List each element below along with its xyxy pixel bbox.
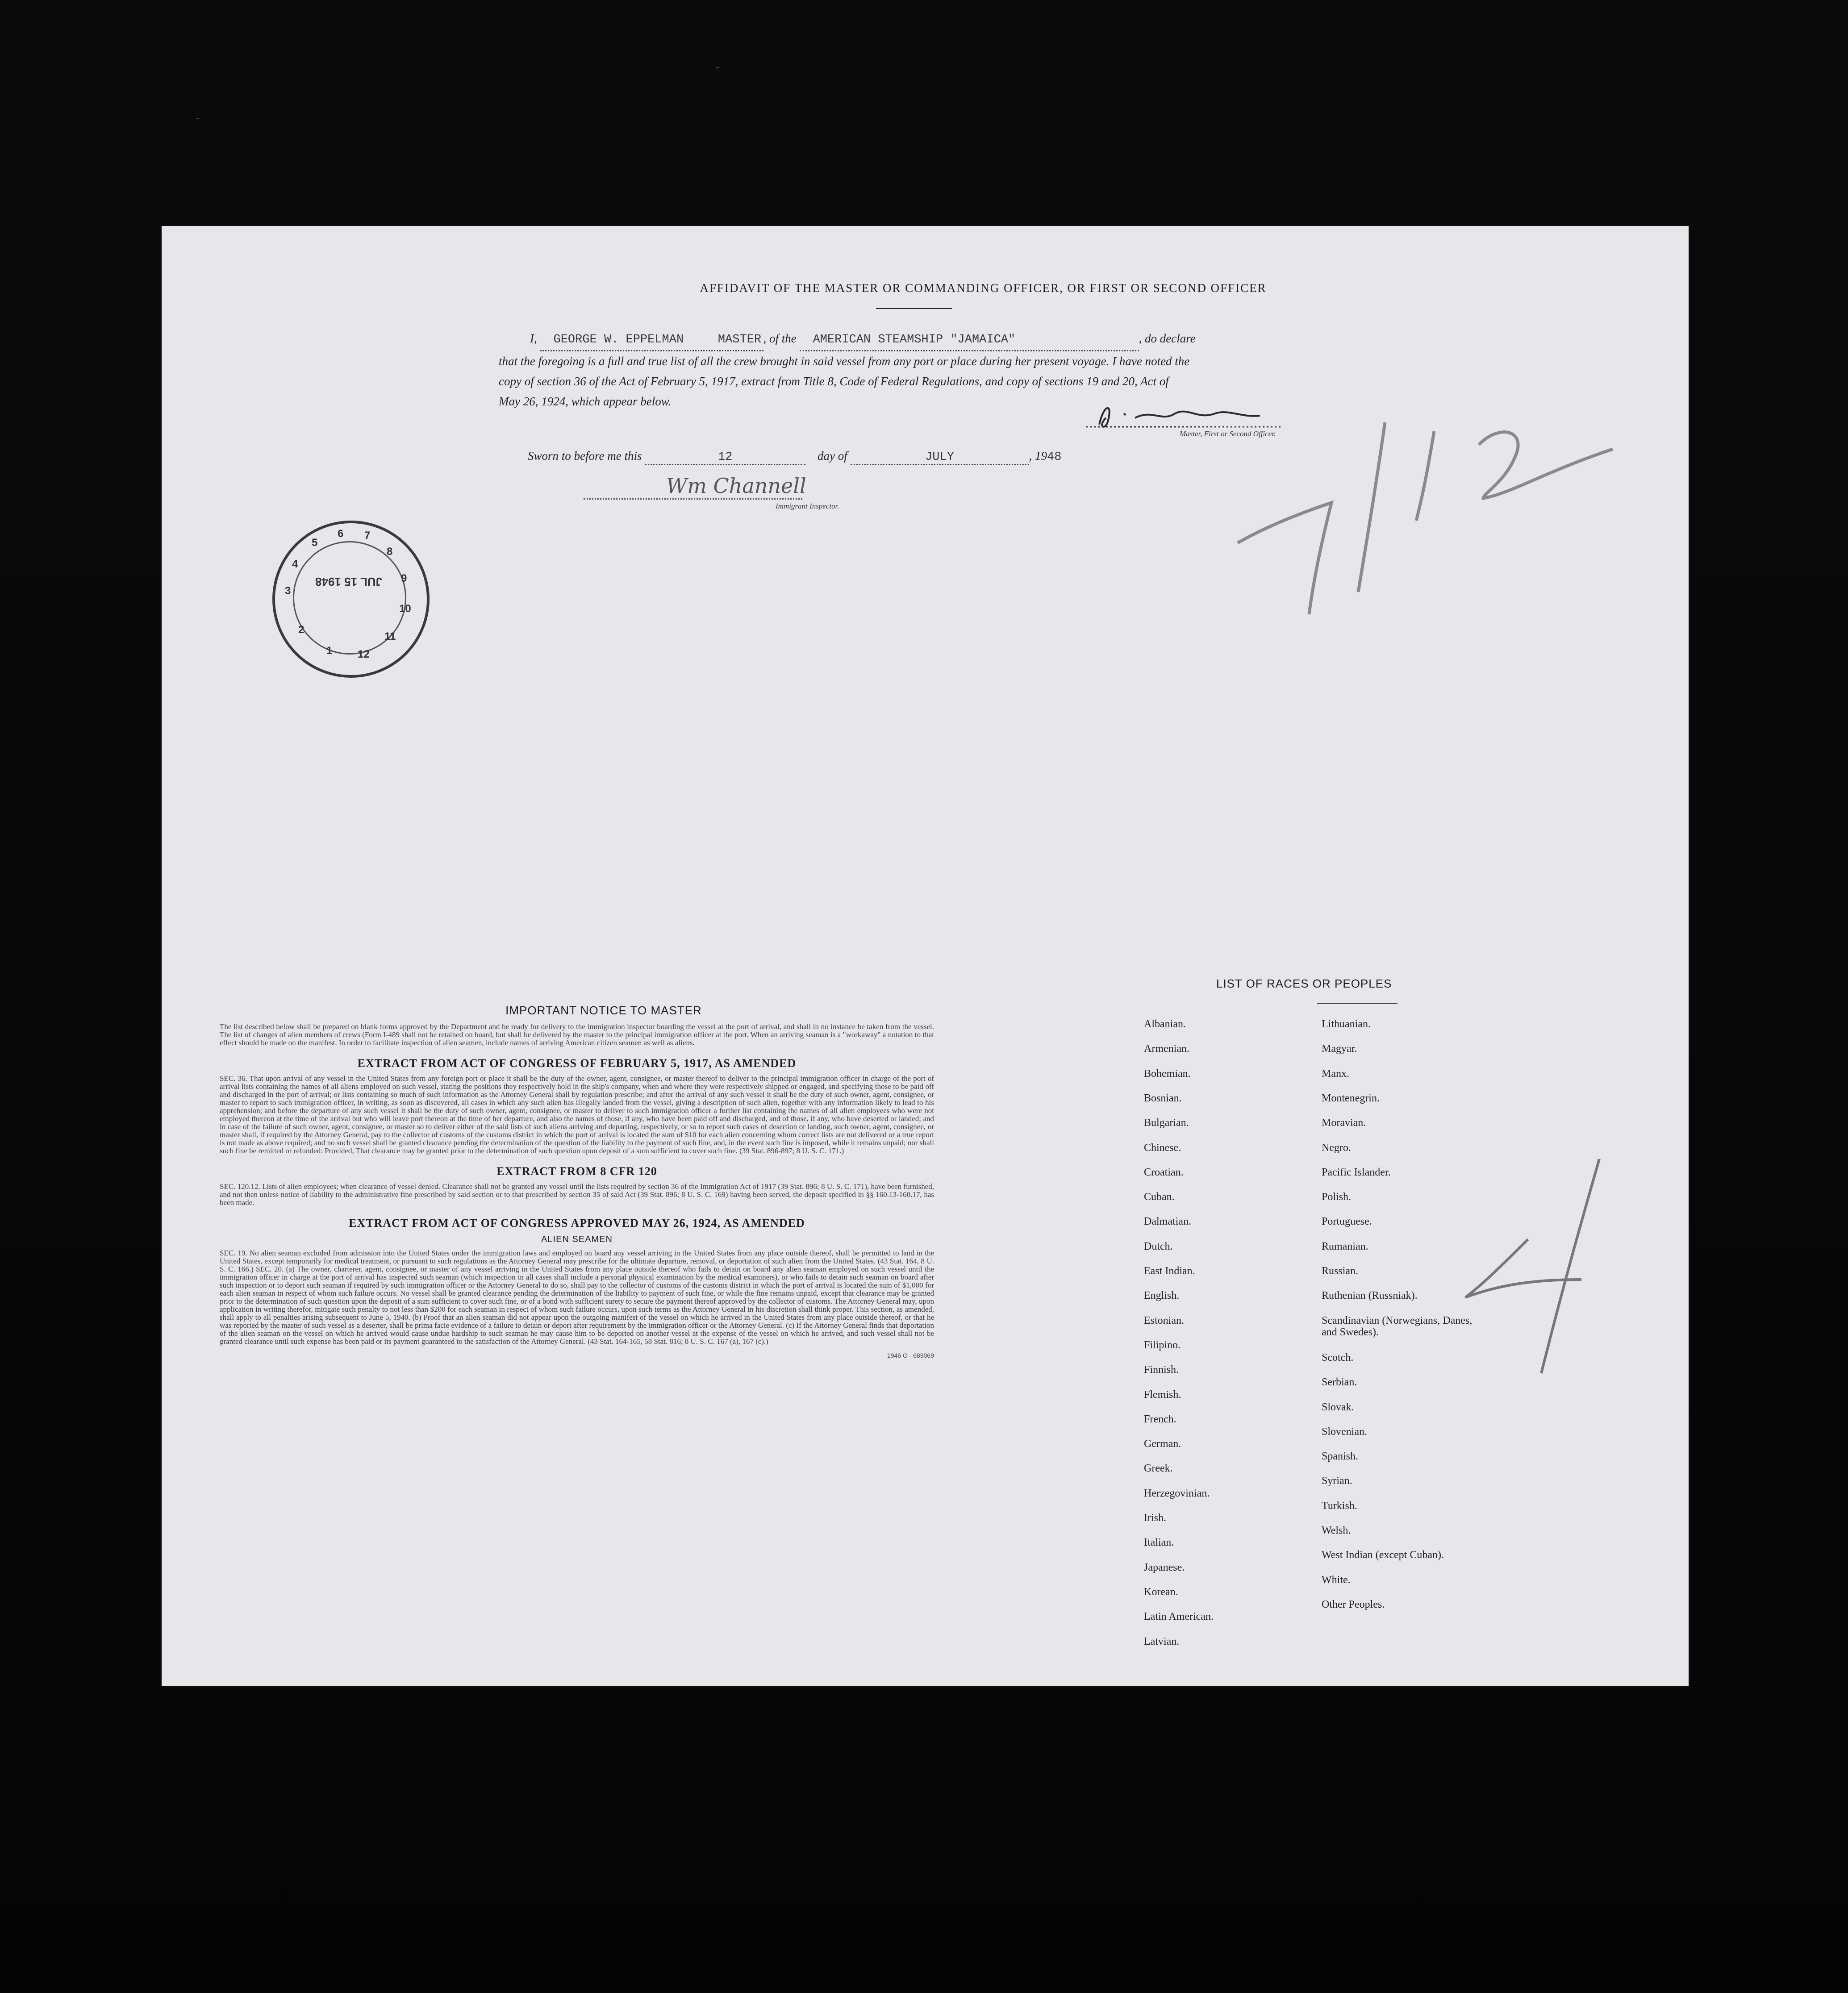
i-label: I, xyxy=(530,332,537,345)
race-item: Moravian. xyxy=(1322,1117,1366,1129)
handwritten-mark-large xyxy=(1144,404,1635,637)
race-item: Italian. xyxy=(1144,1537,1174,1549)
race-item: Bosnian. xyxy=(1144,1092,1182,1104)
race-item: Greek. xyxy=(1144,1463,1173,1475)
stamp-number: 12 xyxy=(358,648,370,660)
race-item: Montenegrin. xyxy=(1322,1092,1380,1104)
race-item: Pacific Islander. xyxy=(1322,1166,1391,1178)
race-item: Latin American. xyxy=(1144,1611,1214,1623)
alien-seamen-heading: ALIEN SEAMEN xyxy=(541,1234,613,1244)
race-item: Finnish. xyxy=(1144,1364,1179,1376)
race-item: Syrian. xyxy=(1322,1475,1352,1487)
race-item: East Indian. xyxy=(1144,1265,1195,1277)
race-item: Latvian. xyxy=(1144,1635,1180,1647)
stamp-number: 7 xyxy=(364,530,371,542)
print-code: 1946 O - 689069 xyxy=(887,1352,934,1359)
race-item: Polish. xyxy=(1322,1191,1352,1203)
do-declare-label: , do declare xyxy=(1139,332,1196,345)
notice-heading: IMPORTANT NOTICE TO MASTER xyxy=(505,1004,702,1017)
declaration-line-1 xyxy=(499,329,1499,351)
race-item: Scandinavian (Norwegians, Danes, and Swedes). xyxy=(1322,1314,1473,1338)
of-the-label: , of the xyxy=(763,332,797,345)
race-item: Japanese. xyxy=(1144,1561,1185,1573)
affidavit-title: AFFIDAVIT OF THE MASTER OR COMMANDING OFFICER, OR FIRST OR SECOND OFFICER xyxy=(700,281,1267,295)
race-item: Portuguese. xyxy=(1322,1216,1372,1228)
race-item: Other Peoples. xyxy=(1322,1598,1385,1610)
race-item: Flemish. xyxy=(1144,1388,1181,1401)
stamp-date: JUL 15 1948 xyxy=(315,575,382,588)
inspector-caption: Immigrant Inspector. xyxy=(776,502,839,510)
year-suffix: 48 xyxy=(1047,450,1062,464)
act-1924-text: SEC. 19. No alien seaman excluded from admission into the United States under the immigration laws and employed on board any vessel arriving in the United States from any place outside thereof, shall be permitted to land in the United States, except temporarily for medical treatment, or pursuant to such regulations as the Attorney General may prescribe for the ultimate departure, removal, or deportation of such alien from the United States. (43 Stat. 164, 8 U. S. C. 166.) SEC. 20. (a) The owner, charterer, agent, consignee, or master of any vessel arriving in the United States from any place outside thereof who fails to detain on board any alien seaman employed on such vessel until the immigration officer in charge at the port of arrival has inspected such seaman (which inspection in all cases shall include a personal physical examination by the medical examiners), or who fails to detain such seaman on board after such inspection or to deport such seaman if required by such immigration officer or the Attorney General to do so, shall pay to the collector of customs of the customs district in which the port of arrival is located the sum of $1,000 for each alien seaman in respect of whom such failure occurs. No vessel shall be granted clearance pending the determination of the liability to payment of such fine, or while the fine remains unpaid, except that clearance may be granted prior to the determination of such question upon the deposit of a sum sufficient to cover such fine, or of a bond with sufficient surety to secure the payment thereof approved by the collector of customs. The Attorney General may, upon application in writing therefor, mitigate such penalty to not less than $200 for each seaman in respect of whom such failure occurs, upon such terms as the Attorney General in his discretion shall think proper. This section, as amended, shall apply to all penalties arising subsequent to June 5, 1940. (b) Proof that an alien seaman did not appear upon the outgoing manifest of the vessel on which he arrived in the United States from any place outside thereof, or that he was reported by the master of such vessel as a deserter, shall be prima facie evidence of a failure to detain or deport after requirement by the immigration officer or the Attorney General. (c) If the Attorney General finds that deportation of the alien seaman on the vessel on which he arrived would cause undue hardship to such seaman he may cause him to be deported on another vessel at the expense of the vessel on which he arrived, and such vessel shall not be granted clearance until such expense has been paid or its payment guaranteed to the satisfaction of the Attorney General. (43 Stat. 164-165, 58 Stat. 816; 8 U. S. C. 167 (a), 167 (c).) xyxy=(220,1249,934,1346)
race-item: Slovak. xyxy=(1322,1401,1354,1413)
affidavit-page xyxy=(162,226,1689,1686)
sworn-month: JULY xyxy=(925,450,954,464)
race-item: Albanian. xyxy=(1144,1018,1186,1030)
race-item: White. xyxy=(1322,1574,1351,1586)
sworn-day-field xyxy=(645,449,805,465)
race-item: Welsh. xyxy=(1322,1525,1351,1536)
race-item: Manx. xyxy=(1322,1067,1349,1080)
name-value: GEORGE W. EPPELMAN xyxy=(553,333,684,346)
stamp-number: 2 xyxy=(298,624,305,636)
stamp-number: 4 xyxy=(292,558,298,570)
race-item: Ruthenian (Russniak). xyxy=(1322,1290,1418,1302)
race-item: Bohemian. xyxy=(1144,1067,1191,1080)
notice-text: The list described below shall be prepared on blank forms approved by the Department and be ready for delivery to the immigration inspector boarding the vessel at the port of arrival, and shall in no instance be taken from the vessel. The list of changes of alien members of crews (Form I-489 shall not be retained on board, but shall be delivered by the master to the principal immigration officer at the port. When an arriving seaman is a "workaway" a notation to that effect should be made on the manifest. In order to facilitate inspection of alien seamen, include names of arriving American citizen seamen as well as aliens. xyxy=(220,1022,934,1047)
race-item: Korean. xyxy=(1144,1586,1178,1598)
year-prefix: , 19 xyxy=(1029,449,1047,463)
sworn-line xyxy=(528,449,1061,465)
race-item: English. xyxy=(1144,1290,1180,1302)
day-of-label: day of xyxy=(818,449,847,463)
race-item: Armenian. xyxy=(1144,1043,1189,1055)
declaration-line-2: that the foregoing is a full and true list of all the crew brought in said vessel from any port or place during her present voyage. I have noted the xyxy=(499,354,1190,368)
notice-section xyxy=(220,1004,934,1359)
race-item: Negro. xyxy=(1322,1142,1351,1154)
race-item: Herzegovinian. xyxy=(1144,1487,1210,1499)
race-item: Cuban. xyxy=(1144,1191,1175,1203)
cfr-text: SEC. 120.12. Lists of alien employees; when clearance of vessel denied. Clearance shall not be granted any vessel until the lists required by section 36 of the Immigration Act of 1917 (39 Stat. 896; 8 U. S. C. 171), have been furnished, and not then unless notice of liability to the administrative fine prescribed by said section or to that prescribed by section 35 of said Act (39 Stat. 896; 8 U. S. C. 169) having been served, the deposit specified in §§ 160.13-160.17, has been made. xyxy=(220,1182,934,1207)
races-heading: LIST OF RACES OR PEOPLES xyxy=(1216,977,1392,990)
races-left-column xyxy=(1144,1018,1305,1661)
race-item: Russian. xyxy=(1322,1265,1359,1277)
race-item: West Indian (except Cuban). xyxy=(1322,1549,1444,1561)
race-item: Lithuanian. xyxy=(1322,1018,1371,1030)
race-item: Serbian. xyxy=(1322,1376,1357,1388)
race-item: Dalmatian. xyxy=(1144,1216,1191,1228)
act-1917-text: SEC. 36. That upon arrival of any vessel in the United States from any foreign port or place it shall be the duty of the owner, agent, consignee, or master thereof to deliver to the principal immigration officer in charge of the port of arrival lists containing the names of all aliens employed on such vessel, stating the positions they respectively hold in the ship's company, when and where they were respectively shipped or engaged, and specifying those to be paid off and discharged in the port of arrival; or lists containing so much of such information as the Attorney General shall by regulation prescribe; and after the arrival of any such vessel it shall be the duty of such owner, agent, consignee, or master to report to such immigration officer, in writing, as soon as discovered, all cases in which any such alien has illegally landed from the vessel, giving a description of such alien, together with any information likely to lead to his apprehension; and before the departure of any such vessel it shall be the duty of such owner, agent, consignee, or master to deliver to such immigration officer a further list containing the names of all alien employees who were not employed thereon at the time of the arrival but who will leave port thereon at the time of her departure, and also the names of those, if any, who have been paid off and discharged, and of those, if any, who have deserted or landed; and in case of the failure of such owner, agent, consignee, or master so to deliver either of the said lists of such aliens arriving and departing, respectively, or so to report such cases of desertion or landing, such owner, agent, consignee, or master shall, if required by the Attorney General, pay to the collector of customs of the customs district in which the port of arrival is located the sum of $10 for each alien concerning whom correct lists are not delivered or a true report is not made as above required; and no such vessel shall be granted clearance pending the determination of the question of the liability to the payment of such fine, and, in the event such fine is imposed, while it remains unpaid; nor shall such fine be remitted or refunded: Provided, That clearance may be granted prior to the determination of such question upon deposit of a sum sufficient to cover such fine. (39 Stat. 896-897; 8 U. S. C. 171.) xyxy=(220,1074,934,1155)
race-item: Croatian. xyxy=(1144,1166,1184,1178)
vessel-value: AMERICAN STEAMSHIP "JAMAICA" xyxy=(813,333,1016,346)
stamp-number: 10 xyxy=(399,603,411,615)
act-1924-heading: EXTRACT FROM ACT OF CONGRESS APPROVED MAY 26, 1924, AS AMENDED xyxy=(349,1217,805,1230)
name-field xyxy=(540,329,763,351)
race-item: Spanish. xyxy=(1322,1451,1359,1463)
vessel-field xyxy=(800,329,1139,351)
races-heading-rule xyxy=(1317,1003,1397,1004)
races-right-column xyxy=(1322,1018,1509,1661)
race-item: Chinese. xyxy=(1144,1142,1181,1154)
declaration-line-4: May 26, 1924, which appear below. xyxy=(499,395,672,408)
stamp-number: 11 xyxy=(384,630,396,642)
rank-value: MASTER xyxy=(718,333,762,346)
master-caption: Master, First or Second Officer. xyxy=(1180,429,1276,438)
race-item: Irish. xyxy=(1144,1512,1166,1524)
film-speck xyxy=(196,118,199,119)
title-rule xyxy=(876,308,952,309)
race-item: Rumanian. xyxy=(1322,1240,1368,1252)
sworn-day: 12 xyxy=(718,450,733,464)
act-1917-heading: EXTRACT FROM ACT OF CONGRESS OF FEBRUARY 5, 1917, AS AMENDED xyxy=(357,1057,797,1070)
declaration-paragraph xyxy=(499,329,1499,412)
race-item: Slovenian. xyxy=(1322,1426,1367,1438)
inspector-signature-line xyxy=(584,498,802,500)
sworn-label: Sworn to before me this xyxy=(528,449,642,463)
cfr-heading: EXTRACT FROM 8 CFR 120 xyxy=(496,1165,657,1178)
race-item: Filipino. xyxy=(1144,1339,1181,1351)
inspector-signature: Wm Channell xyxy=(666,474,806,498)
race-item: French. xyxy=(1144,1413,1176,1425)
declaration-line-3: copy of section 36 of the Act of February 5, 1917, extract from Title 8, Code of Federal Regulations, and copy of sections 19 and 20, Act of xyxy=(499,375,1169,388)
stamp-number: 3 xyxy=(285,585,291,597)
immigration-stamp xyxy=(272,521,430,678)
sworn-month-field xyxy=(851,449,1029,465)
stamp-number: 8 xyxy=(387,546,393,558)
stamp-number: 1 xyxy=(326,645,333,657)
race-item: Scotch. xyxy=(1322,1351,1354,1363)
race-item: Magyar. xyxy=(1322,1043,1357,1055)
film-speck xyxy=(716,67,719,68)
race-item: German. xyxy=(1144,1438,1181,1450)
stamp-number: 6 xyxy=(338,528,344,540)
race-item: Estonian. xyxy=(1144,1314,1184,1326)
race-item: Bulgarian. xyxy=(1144,1117,1189,1129)
race-item: Turkish. xyxy=(1322,1500,1357,1512)
race-item: Dutch. xyxy=(1144,1240,1173,1252)
stamp-number: 9 xyxy=(401,572,407,584)
stamp-number: 5 xyxy=(312,537,318,549)
